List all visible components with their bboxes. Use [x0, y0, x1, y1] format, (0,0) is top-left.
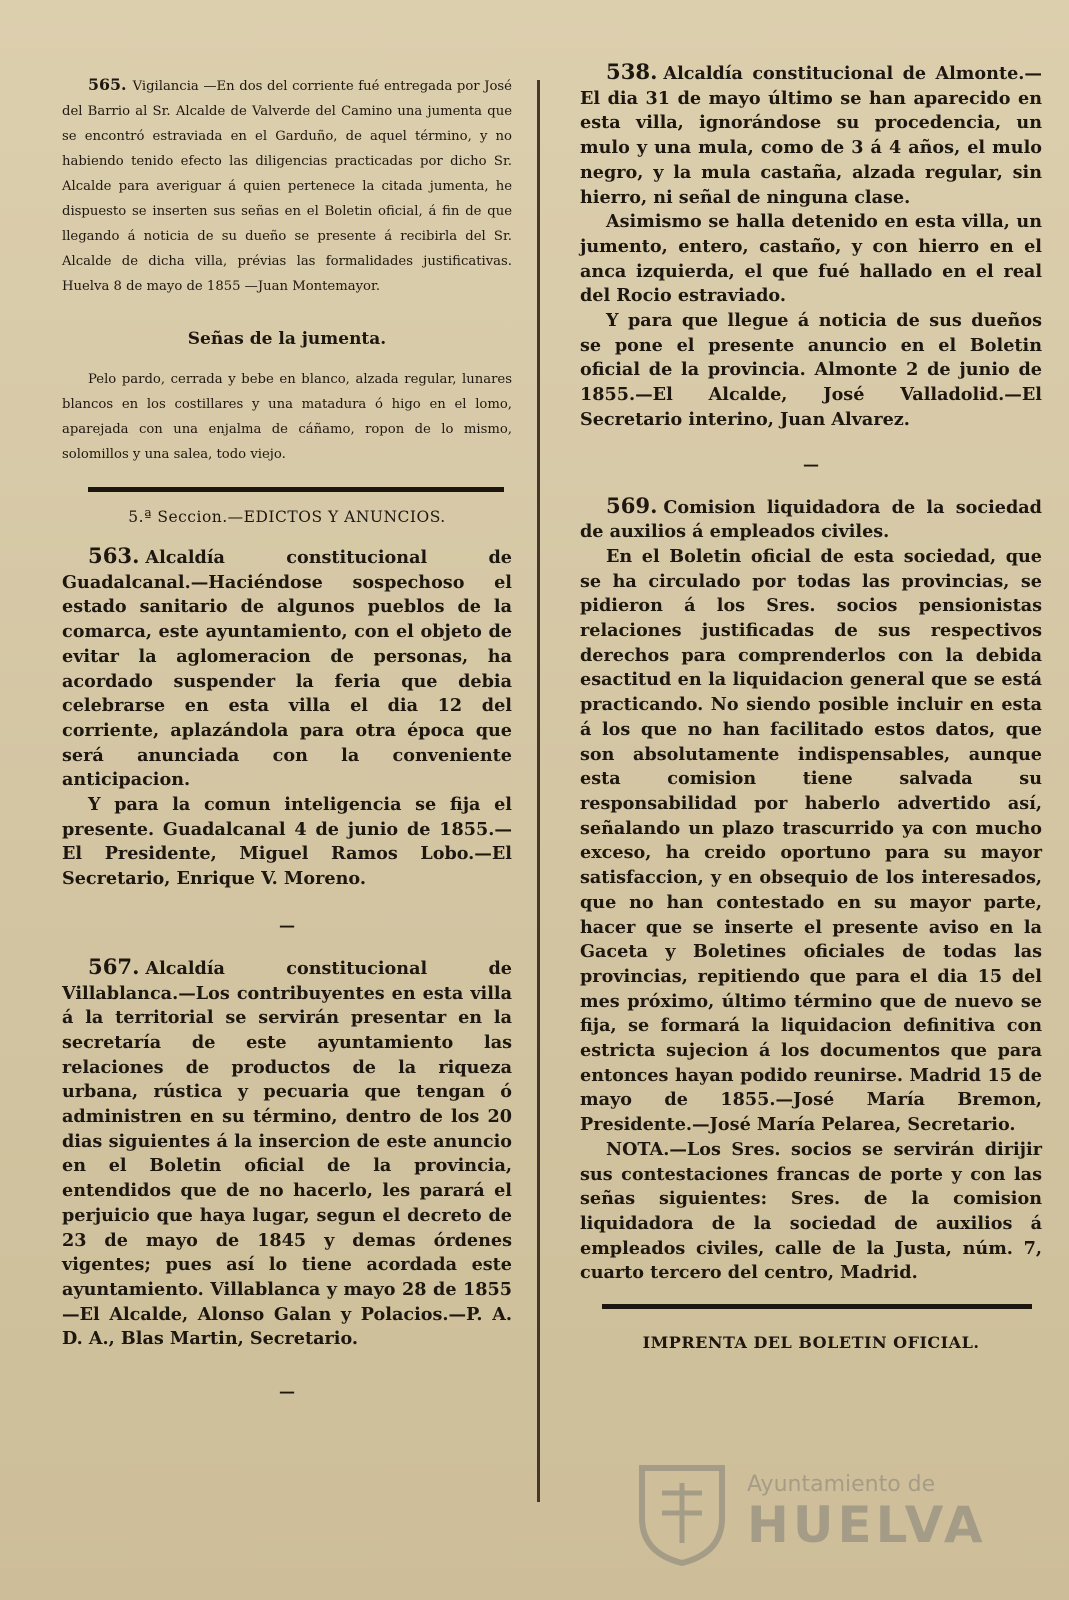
notice-565-text: Vigilancia —En dos del corriente fué entregada por José del Barrio al Sr. Alcalde de Valverde del Camino una jumenta que se encontró estraviada en el Garduño, de aquel término, y no habiendo tenido efecto las diligencias practicadas por dicho Sr. Alcalde para averiguar á quien pertenece la citada jumenta, he dispuesto se inserten sus señas en el Boletin oficial, á fin de que llegando á noticia de su dueño se presente á recibirla del Sr. Alcalde de dicha villa, prévias las formalidades justificativas. Huelva 8 de mayo de 1855 —Juan Montemayor. — [62, 79, 512, 294]
notice-569-title: Comision liquidadora de la sociedad de auxilios á empleados civiles. — [580, 496, 1042, 543]
notice-538-text: Alcaldía constitucional de Almonte.—El dia 31 de mayo último se han aparecido en esta villa, ignorándose su procedencia, un mulo y una mula, como de 3 á 4 años, el mulo negro, y la mula castaña, alzada regular, sin hierro, ni señal de ninguna clase. — [580, 63, 1042, 208]
notice-567-number: 567. — [88, 953, 140, 979]
city-shield-icon — [632, 1458, 732, 1568]
section-rule — [88, 487, 504, 492]
notice-563-number: 563. — [88, 543, 140, 568]
notice-563-text: Alcaldía constitucional de Guadalcanal.—Haciéndose sospechoso el estado sanitario de algunos pueblos de la comarca, este ayuntamiento, con el objeto de evitar la aglomeracion de personas, ha acordado suspender la feria que debia celebrarse en esta villa el dia 12 del corriente, aplazándola para otra época que será anunciada con la conveniente anticipacion. — [62, 547, 512, 791]
separator-dash-right: — — [803, 454, 819, 474]
imprenta-footer: IMPRENTA DEL BOLETIN OFICIAL. — [642, 1333, 980, 1353]
notice-567-text: Alcaldía constitucional de Villablanca.—Los contribuyentes en esta villa á la territorial se servirán presentar en la secretaría de este ayuntamiento las relaciones de productos de la riqueza urbana, rústica y pecuaria que tengan ó administren en su término, dentro de los 20 dias siguientes á la insercion de este anuncio en el Boletin oficial de la provincia, entendidos que de no hacerlo, les parará el perjuicio que haya lugar, segun el decreto de 23 de mayo de 1845 y demas órdenes vigentes; pues así lo tiene acordada este ayuntamiento. Villablanca y mayo 28 de 1855 —El Alcalde, Alonso Galan y Polacios.—P. A. D. A., Blas Martin, Secretario. — [62, 957, 512, 1350]
notice-563-closing: Y para la comun inteligencia se fija el presente. Guadalcanal 4 de junio de 1855.—El Presidente, Miguel Ramos Lobo.—El Secretario, Enrique V. Moreno. — [62, 794, 512, 890]
notice-563 — [62, 544, 512, 793]
right-column — [580, 60, 1042, 1352]
watermark-line1: Ayuntamiento de — [747, 1472, 936, 1497]
notice-569-number: 569. — [606, 492, 658, 518]
notice-565-number: 565. — [88, 75, 127, 94]
notice-538-closing: Y para que llegue á noticia de sus dueños se pone el presente anuncio en el Boletin oficial de la provincia. Almonte 2 de junio de 1855.—El Alcalde, José Valladolid.—El Secretario interino, Juan Alvarez. — [580, 310, 1042, 430]
jumenta-subtitle: Señas de la jumenta. — [187, 329, 387, 349]
watermark-line2: HUELVA — [747, 1496, 987, 1554]
separator-dash: — — [279, 915, 295, 935]
notice-565 — [62, 72, 512, 299]
column-divider — [537, 80, 540, 1502]
notice-538 — [580, 60, 1042, 210]
left-column — [62, 72, 512, 1401]
notice-569-body: En el Boletin oficial de esta sociedad, que se ha circulado por todas las provincias, se pidieron á los Sres. socios pensionistas relaciones justificadas de sus respectivos derechos para comprenderlos con la debida esactitud en la liquidacion general que se está practicando. No siendo posible incluir en esta á los que no han facilitado estos datos, que son absolutamente indispensables, aunque esta comision tiene salvada su responsabilidad por haberlo advertido así, señalando un plazo trascurrido ya con mucho exceso, ha creido oportuno para su mayor satisfaccion, y en obsequio de los interesados, que no han contestado en su mayor parte, hacer que se inserte el presente aviso en la Gaceta y Boletines oficiales de todas las provincias, repitiendo que para el dia 15 del mes próximo, último término que de nuevo se fija, se formará la liquidacion definitiva con estricta sujecion á los documentos que para entonces hayan podido reunirse. Madrid 15 de mayo de 1855.—José María Bremon, Presidente.—José María Pelarea, Secretario. — [580, 545, 1042, 1136]
jumenta-description: Pelo pardo, cerrada y bebe en blanco, alzada regular, lunares blancos en los costillares y una matadura ó higo en el lomo, aparejada con una enjalma de cáñamo, ropon de lo mismo, solomillos y una salea, todo viejo. — [62, 372, 512, 462]
footer-rule — [602, 1304, 1032, 1309]
notice-538-para2: Asimismo se halla detenido en esta villa, un jumento, entero, castaño, y con hierro en el anca izquierda, el que fué hallado en el real del Rocio estraviado. — [580, 211, 1042, 307]
notice-538-number: 538. — [606, 59, 658, 84]
notice-569-nota: NOTA.—Los Sres. socios se servirán dirijir sus contestaciones francas de porte y con las señas siguientes: Sres. de la comision liquidadora de la sociedad de auxilios á empleados civiles, calle de la Justa, núm. 7, cuarto tercero del centro, Madrid. — [580, 1138, 1042, 1284]
archive-watermark — [632, 1418, 992, 1568]
notice-567 — [62, 955, 512, 1352]
separator-dash-2: — — [279, 1382, 295, 1402]
section-title: 5.ª Seccion.—EDICTOS Y ANUNCIOS. — [128, 508, 446, 526]
notice-569 — [580, 494, 1042, 545]
